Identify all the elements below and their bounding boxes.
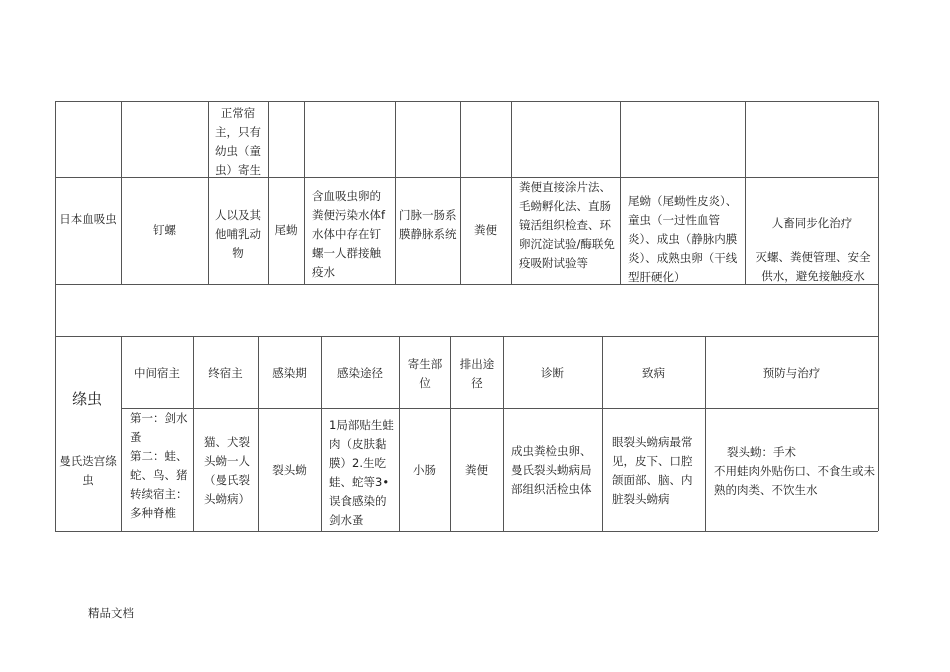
footer-watermark: 精品文档 xyxy=(88,606,134,620)
table1-col-line xyxy=(268,101,269,284)
table1-col-line xyxy=(208,101,209,284)
header-intermediate-host: 中间宿主 xyxy=(134,366,180,380)
intermediate-host-cell: 钉螺 xyxy=(153,223,176,237)
header-infective-stage: 感染期 xyxy=(272,366,307,380)
infective-stage-cell: 尾蚴 xyxy=(274,223,298,237)
diagnosis-cell: 粪便直接涂片法、毛蚴孵化法、直肠镜活组织检查、环卵沉淀试验/酶联免疫吸附试验等 xyxy=(519,180,615,270)
header-pathology: 致病 xyxy=(642,366,665,380)
intermediate-host-cell-2: 第一：剑水蚤 第二：蛙、蛇、鸟、猪转续宿主：多种脊椎 xyxy=(130,411,188,520)
prevention-line2: 灭螺、粪便管理、安全供水，避免接触疫水 xyxy=(755,250,871,283)
prevention-line2-2: 不用蛙肉外贴伤口、不食生或未熟的肉类、不饮生水 xyxy=(714,464,875,497)
table1-col-line xyxy=(395,101,396,284)
diagnosis-cell-2: 成虫粪检虫卵、曼氏裂头蚴病局部组织活检虫体 xyxy=(511,444,592,496)
table1-top-border xyxy=(55,101,878,102)
parasitic-site-cell: 门脉一肠系膜静脉系统 xyxy=(399,208,457,241)
final-host-cell: 人以及其他哺乳动物 xyxy=(215,208,261,260)
table2-col-line xyxy=(55,284,56,531)
header-parasitic-site: 寄生部位 xyxy=(407,357,443,390)
partial-final-host-cell: 正常宿主，只有幼虫（童虫）寄生 xyxy=(215,106,261,176)
table1-col-line xyxy=(878,101,879,284)
header-diagnosis: 诊断 xyxy=(541,366,564,380)
table2-top-border xyxy=(55,336,878,337)
infective-stage-cell-2: 裂头蚴 xyxy=(272,463,307,477)
infection-route-cell: 含血吸虫卵的粪便污染水体f水体中存在钉螺一人群接触疫水 xyxy=(312,189,386,279)
table1-col-line xyxy=(511,101,512,284)
group-label-cestode: 绦虫 xyxy=(72,390,103,408)
table2-bottom-border xyxy=(55,531,878,532)
parasite-name-spirometra: 曼氏迭宫绦虫 xyxy=(59,454,117,487)
header-prevention: 预防与治疗 xyxy=(762,366,821,380)
table1-col-line xyxy=(121,101,122,284)
table2-col-line xyxy=(399,336,400,531)
header-final-host: 终宿主 xyxy=(208,366,243,380)
header-exit-route: 排出途径 xyxy=(459,357,495,390)
pathology-cell: 尾蚴（尾蚴性皮炎）、童虫（一过性血管炎）、成虫（静脉内膜炎）、成熟虫卵（干线型肝硬化） xyxy=(628,194,738,284)
table2-header-divider xyxy=(121,408,878,409)
pathology-cell-2: 眼裂头蚴病最常见，皮下、口腔颌面部、脑、内脏裂头蚴病 xyxy=(612,435,693,506)
table1-col-line xyxy=(304,101,305,284)
exit-route-cell: 粪便 xyxy=(474,223,497,237)
prevention-line1: 人畜同步化治疗 xyxy=(771,216,853,230)
table1-col-line xyxy=(745,101,746,284)
header-infection-route: 感染途径 xyxy=(337,366,383,380)
parasitic-site-cell-2: 小肠 xyxy=(413,463,436,477)
table2-col-line xyxy=(878,284,879,531)
table1-row-divider xyxy=(55,177,878,178)
table1-col-line xyxy=(620,101,621,284)
prevention-line1-2: 裂头蚴：手术 xyxy=(727,445,796,459)
final-host-cell-2: 猫、犬裂头蚴一人（曼氏裂头蚴病） xyxy=(204,435,250,506)
table1-col-line xyxy=(460,101,461,284)
table2-col-line xyxy=(450,336,451,531)
parasite-name-schistosoma: 日本血吸虫 xyxy=(59,212,117,226)
table1-col-line xyxy=(55,101,56,284)
infection-route-cell-2: 1局部贴生蛙肉（皮肤黏膜）2.生吃蛙、蛇等3•误食感染的剑水蚤 xyxy=(329,418,394,527)
exit-route-cell-2: 粪便 xyxy=(465,463,488,477)
